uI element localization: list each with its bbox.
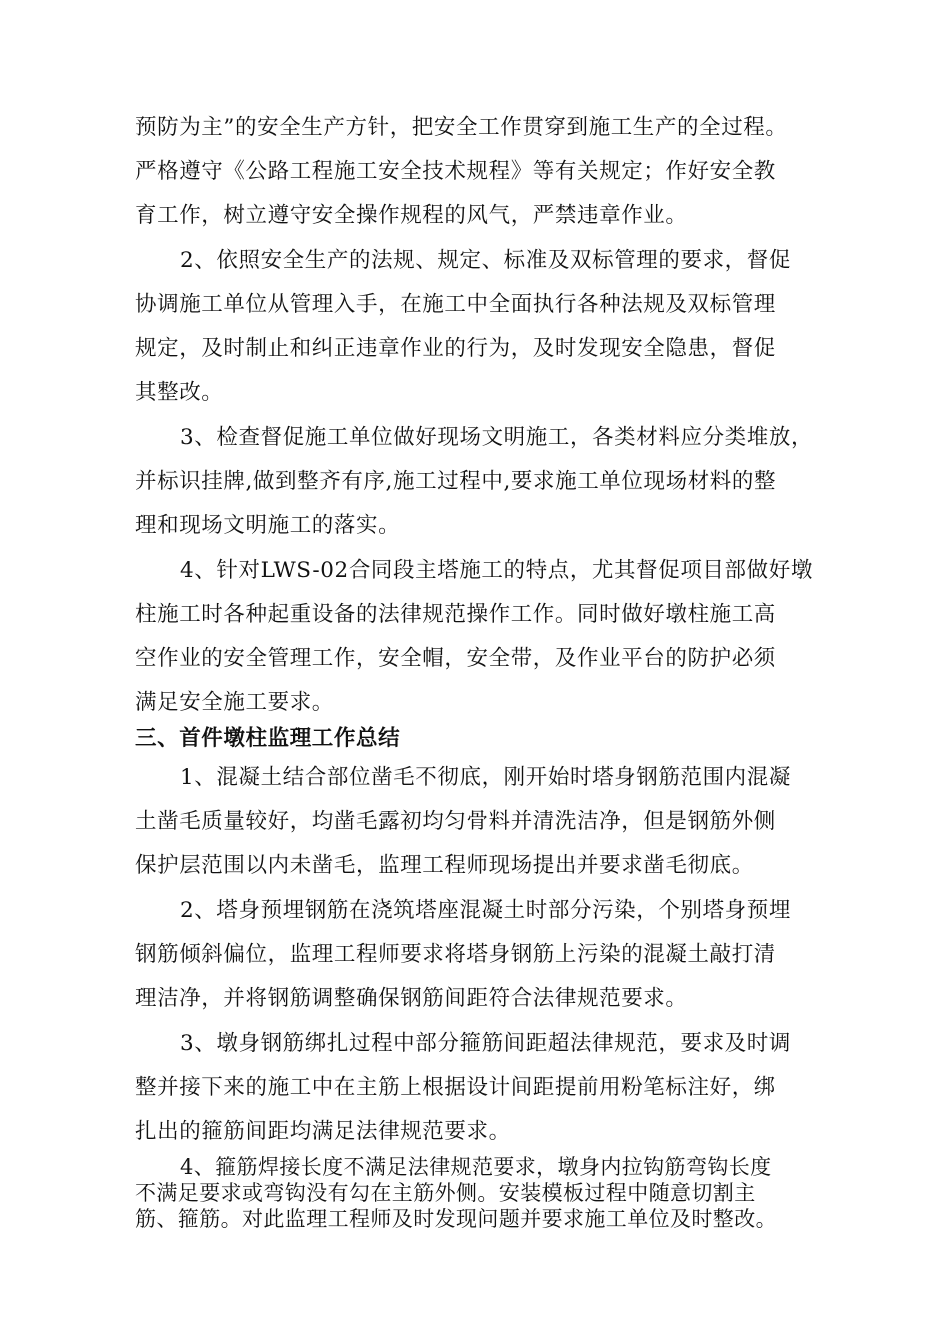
text-line: 钢筋倾斜偏位，监理工程师要求将塔身钢筋上污染的混凝土敲打清 <box>135 942 776 967</box>
text-line: 筋、箍筋。对此监理工程师及时发现问题并要求施工单位及时整改。 <box>135 1207 777 1231</box>
text-line: 协调施工单位从管理入手，在施工中全面执行各种法规及双标管理 <box>135 292 776 317</box>
text-line: 整并接下来的施工中在主筋上根据设计间距提前用粉笔标注好，绑 <box>135 1075 776 1100</box>
paragraph-start: 2、依照安全生产的法规、规定、标准及双标管理的要求，督促 <box>180 248 791 273</box>
paragraph-start: 1、混凝土结合部位凿毛不彻底，刚开始时塔身钢筋范围内混凝 <box>180 765 791 790</box>
text-line: 严格遵守《公路工程施工安全技术规程》等有关规定；作好安全教 <box>135 159 776 184</box>
text-line: 保护层范围以内未凿毛，监理工程师现场提出并要求凿毛彻底。 <box>135 853 754 878</box>
text-line: 理和现场文明施工的落实。 <box>135 513 401 538</box>
text-line: 柱施工时各种起重设备的法律规范操作工作。同时做好墩柱施工高 <box>135 602 776 627</box>
text-line: 理洁净，并将钢筋调整确保钢筋间距符合法律规范要求。 <box>135 986 688 1011</box>
text-line: 育工作，树立遵守安全操作规程的风气，严禁违章作业。 <box>135 203 688 228</box>
paragraph-start: 3、检查督促施工单位做好现场文明施工，各类材料应分类堆放， <box>180 425 814 450</box>
paragraph-start: 4、针对LWS-02合同段主塔施工的特点，尤其督促项目部做好墩 <box>180 558 813 583</box>
text-line: 满足安全施工要求。 <box>135 690 334 715</box>
text-line: 其整改。 <box>135 380 224 405</box>
text-line: 规定，及时制止和纠正违章作业的行为，及时发现安全隐患，督促 <box>135 336 776 361</box>
text-line: 预防为主”的安全生产方针，把安全工作贯穿到施工生产的全过程。 <box>135 115 788 140</box>
paragraph-start: 2、塔身预埋钢筋在浇筑塔座混凝土时部分污染，个别塔身预埋 <box>180 898 791 923</box>
text-line: 并标识挂牌,做到整齐有序,施工过程中,要求施工单位现场材料的整 <box>135 469 777 494</box>
paragraph-start: 3、墩身钢筋绑扎过程中部分箍筋间距超法律规范，要求及时调 <box>180 1031 791 1056</box>
text-line: 空作业的安全管理工作，安全帽，安全带，及作业平台的防护必须 <box>135 646 776 671</box>
section-heading: 三、首件墩柱监理工作总结 <box>135 726 401 751</box>
text-line: 扎出的箍筋间距均满足法律规范要求。 <box>135 1119 511 1144</box>
paragraph-start: 4、箍筋焊接长度不满足法律规范要求，墩身内拉钩筋弯钩长度 <box>180 1155 772 1179</box>
text-line: 不满足要求或弯钩没有勾在主筋外侧。安装模板过程中随意切割主 <box>135 1181 756 1205</box>
text-line: 土凿毛质量较好，均凿毛露初均匀骨料并清洗洁净，但是钢筋外侧 <box>135 809 776 834</box>
